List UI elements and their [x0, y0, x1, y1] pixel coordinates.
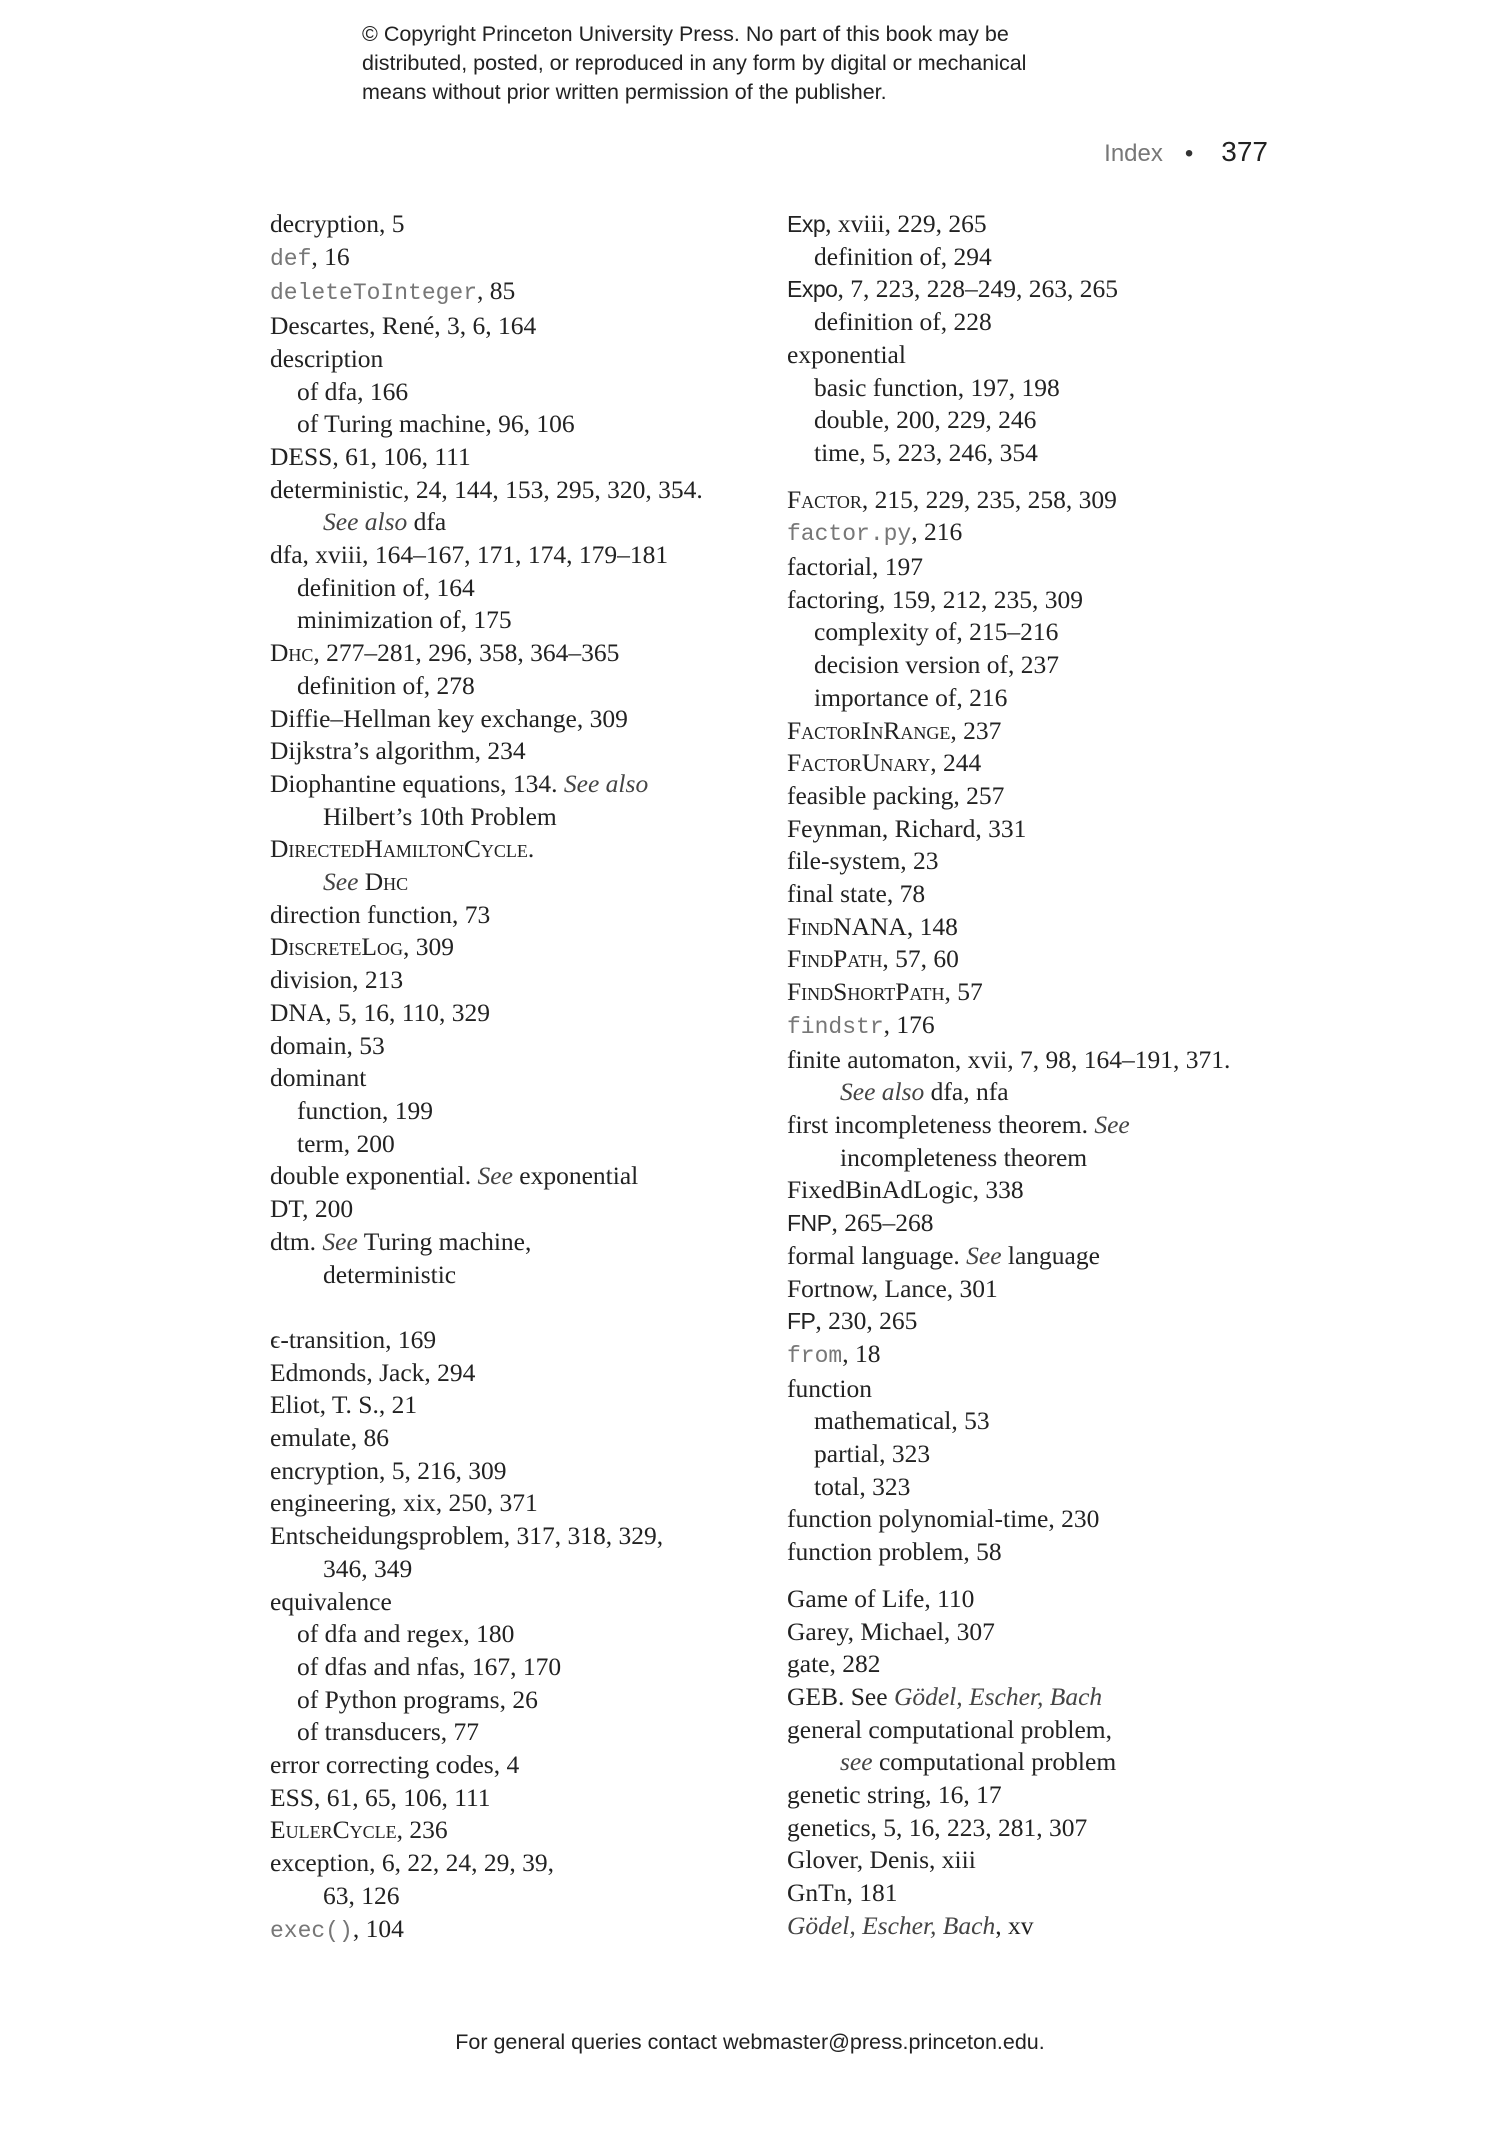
entry-text: dtm.: [270, 1226, 323, 1256]
cross-reference-text: See also: [840, 1077, 925, 1107]
spacer: [270, 1291, 770, 1324]
index-entry: [787, 1812, 1307, 1845]
entry-text: Feynman, Richard, 331: [787, 813, 1027, 843]
entry-text: DESS, 61, 106, 111: [270, 441, 471, 471]
index-subentry: [270, 1095, 770, 1128]
index-entry: [787, 1503, 1307, 1536]
index-entry: [270, 997, 770, 1030]
entry-text: Fortnow, Lance, 301: [787, 1273, 998, 1303]
entry-text: DT, 200: [270, 1194, 354, 1224]
entry-text: Dijkstra’s algorithm, 234: [270, 736, 526, 766]
entry-text: FNP: [787, 1210, 832, 1237]
entry-text: GEB. See: [787, 1681, 894, 1711]
entry-text: decryption, 5: [270, 209, 405, 238]
entry-text: first incompleteness theorem.: [787, 1109, 1095, 1139]
entry-text: division, 213: [270, 965, 404, 995]
copyright-notice: [362, 20, 1026, 107]
entry-text: exception, 6, 22, 24, 29, 39,: [270, 1848, 554, 1878]
entry-text: , 230, 265: [815, 1306, 918, 1336]
entry-text: genetics, 5, 16, 223, 281, 307: [787, 1812, 1088, 1842]
entry-text: Exp: [787, 211, 826, 237]
entry-text: exponential: [512, 1161, 639, 1191]
index-entry: [787, 780, 1307, 813]
index-entry: [787, 484, 1307, 517]
entry-text: dfa: [407, 507, 447, 537]
index-continuation: [787, 1076, 1307, 1109]
entry-text: GnTn, 181: [787, 1878, 898, 1908]
entry-text: of dfas and nfas, 167, 170: [297, 1651, 562, 1681]
index-entry: [270, 275, 770, 310]
index-entry: [787, 1844, 1307, 1877]
index-entry: [270, 474, 770, 507]
entry-text: , 277–281, 296, 358, 364–365: [313, 638, 620, 668]
footer-contact: For general queries contact webmaster@press.princeton.edu.: [455, 2030, 1045, 2054]
index-column-right: [787, 208, 1307, 1943]
index-entry: [270, 1357, 770, 1390]
entry-text: minimization of, 175: [297, 605, 512, 635]
entry-text: , 176: [883, 1009, 935, 1039]
entry-text: EulerCycle: [270, 1815, 397, 1845]
index-entry: [787, 551, 1307, 584]
index-entry: [270, 1062, 770, 1095]
entry-text: complexity of, 215–216: [814, 617, 1059, 647]
entry-text: , 85: [477, 276, 516, 306]
entry-text: file-system, 23: [787, 846, 939, 876]
entry-text: time, 5, 223, 246, 354: [814, 437, 1038, 467]
index-subentry: [270, 1684, 770, 1717]
index-entry: [787, 1207, 1307, 1240]
index-subentry: [270, 1128, 770, 1161]
entry-text: Turing machine,: [357, 1226, 532, 1256]
entry-text: from: [787, 1342, 843, 1369]
index-continuation: [270, 506, 770, 539]
entry-text: findstr: [787, 1013, 884, 1040]
entry-text: dominant: [270, 1063, 367, 1093]
entry-text: function: [787, 1373, 872, 1403]
index-entry: [787, 813, 1307, 846]
index-entry: [787, 584, 1307, 617]
index-entry: [270, 768, 770, 801]
index-entry: [787, 1910, 1307, 1943]
index-entry: [787, 1616, 1307, 1649]
entry-text: FindNANA: [787, 911, 907, 941]
index-entry: [270, 310, 770, 343]
entry-text: language: [1001, 1240, 1100, 1270]
index-entry: [270, 964, 770, 997]
index-entry: [787, 1174, 1307, 1207]
index-column-left: [270, 208, 770, 1947]
entry-text: incompleteness theorem: [840, 1142, 1088, 1172]
index-entry: [787, 1373, 1307, 1406]
entry-text: genetic string, 16, 17: [787, 1780, 1002, 1810]
index-continuation: [270, 801, 770, 834]
index-entry: [270, 1814, 770, 1847]
entry-text: Glover, Denis, xiii: [787, 1845, 976, 1875]
index-entry: [270, 637, 770, 670]
spacer: [787, 470, 1307, 484]
entry-text: factor.py: [787, 521, 912, 548]
entry-text: , 16: [311, 241, 350, 271]
index-entry: [270, 703, 770, 736]
index-subentry: [270, 1618, 770, 1651]
index-subentry: [787, 616, 1307, 649]
index-subentry: [270, 604, 770, 637]
entry-text: Game of Life, 110: [787, 1583, 975, 1613]
entry-text: , 18: [842, 1338, 881, 1368]
entry-text: , 57, 60: [882, 944, 959, 974]
entry-text: Factor: [787, 484, 862, 514]
index-entry: [787, 339, 1307, 372]
index-continuation: [270, 1553, 770, 1586]
entry-text: Descartes, René, 3, 6, 164: [270, 311, 537, 341]
entry-text: .: [527, 834, 535, 864]
index-entry: [787, 1338, 1307, 1373]
section-title: Index: [1104, 140, 1163, 167]
index-subentry: [270, 572, 770, 605]
index-subentry: [787, 241, 1307, 274]
entry-text: equivalence: [270, 1586, 392, 1616]
entry-text: definition of, 164: [297, 572, 475, 602]
entry-text: , xv: [995, 1910, 1034, 1940]
page-number: 377: [1221, 136, 1268, 167]
entry-text: Hilbert’s 10th Problem: [323, 801, 557, 831]
index-entry: [270, 1160, 770, 1193]
copyright-line: means without prior written permission of the publisher.: [362, 80, 887, 104]
index-entry: [787, 715, 1307, 748]
entry-text: decision version of, 237: [814, 650, 1060, 680]
entry-text: 346, 349: [323, 1553, 413, 1583]
entry-text: factoring, 159, 212, 235, 309: [787, 584, 1084, 614]
entry-text: of transducers, 77: [297, 1717, 479, 1747]
index-subentry: [270, 670, 770, 703]
index-subentry: [787, 682, 1307, 715]
index-entry: [787, 1648, 1307, 1681]
entry-text: FindShortPath: [787, 977, 945, 1007]
cross-reference-text: See: [477, 1161, 513, 1191]
index-entry: [787, 1536, 1307, 1569]
entry-text: of dfa, 166: [297, 376, 409, 406]
entry-text: , 309: [403, 932, 454, 962]
index-entry: [270, 833, 770, 866]
entry-text: Diophantine equations, 134.: [270, 768, 564, 798]
index-entry: [787, 943, 1307, 976]
entry-text: dfa, nfa: [924, 1077, 1009, 1107]
entry-text: final state, 78: [787, 879, 926, 909]
entry-text: , 57: [944, 977, 983, 1007]
index-subentry: [787, 1471, 1307, 1504]
entry-text: Garey, Michael, 307: [787, 1616, 995, 1646]
index-entry: [787, 1009, 1307, 1044]
index-entry: [787, 273, 1307, 306]
entry-text: , 148: [906, 911, 958, 941]
index-entry: [270, 1324, 770, 1357]
entry-text: DNA, 5, 16, 110, 329: [270, 997, 491, 1027]
index-subentry: [787, 1438, 1307, 1471]
index-entry: [270, 1749, 770, 1782]
index-subentry: [787, 437, 1307, 470]
index-subentry: [787, 306, 1307, 339]
index-continuation: [787, 1142, 1307, 1175]
index-entry: [270, 1520, 770, 1553]
index-entry: [270, 241, 770, 276]
entry-text: exponential: [787, 339, 906, 369]
index-continuation: [270, 866, 770, 899]
index-entry: [270, 1913, 770, 1948]
entry-text: deleteToInteger: [270, 280, 478, 307]
index-entry: [787, 208, 1307, 241]
entry-text: , 237: [950, 715, 1002, 745]
cross-reference-text: See: [323, 867, 359, 897]
entry-text: Dhc: [364, 867, 409, 897]
entry-text: error correcting codes, 4: [270, 1750, 520, 1780]
entry-text: description: [270, 343, 384, 373]
index-entry: [270, 1422, 770, 1455]
entry-text: direction function, 73: [270, 899, 491, 929]
entry-text: , 236: [396, 1815, 448, 1845]
entry-text: dfa, xviii, 164–167, 171, 174, 179–181: [270, 540, 669, 570]
cross-reference-text: Gödel, Escher, Bach: [893, 1681, 1103, 1711]
cross-reference-text: see: [840, 1747, 873, 1777]
index-entry: [787, 976, 1307, 1009]
index-subentry: [270, 408, 770, 441]
entry-text: definition of, 228: [814, 307, 992, 337]
entry-text: feasible packing, 257: [787, 780, 1005, 810]
entry-text: exec(): [270, 1917, 353, 1944]
entry-text: emulate, 86: [270, 1423, 389, 1452]
entry-text: of Turing machine, 96, 106: [297, 409, 575, 439]
index-continuation: [270, 1259, 770, 1292]
entry-text: function polynomial-time, 230: [787, 1504, 1100, 1534]
entry-text: definition of, 278: [297, 670, 475, 700]
entry-text: FP: [787, 1308, 816, 1335]
entry-text: DirectedHamiltonCycle: [270, 834, 528, 864]
copyright-line: © Copyright Princeton University Press. No part of this book may be: [362, 22, 1009, 46]
index-subentry: [787, 372, 1307, 405]
entry-text: importance of, 216: [814, 682, 1008, 712]
index-entry: [787, 845, 1307, 878]
index-subentry: [787, 1405, 1307, 1438]
index-entry: [270, 1193, 770, 1226]
index-entry: [270, 208, 770, 241]
entry-text: finite automaton, xvii, 7, 98, 164–191, 371.: [787, 1044, 1231, 1074]
entry-text: term, 200: [297, 1128, 395, 1158]
entry-text: FactorInRange: [787, 715, 951, 745]
index-entry: [270, 343, 770, 376]
entry-text: of dfa and regex, 180: [297, 1619, 515, 1649]
entry-text: FactorUnary: [787, 748, 931, 778]
entry-text: deterministic, 24, 144, 153, 295, 320, 354.: [270, 474, 703, 504]
entry-text: engineering, xix, 250, 371: [270, 1488, 538, 1518]
index-entry: [270, 1226, 770, 1259]
index-subentry: [787, 404, 1307, 437]
entry-text: function, 199: [297, 1095, 433, 1125]
index-entry: [270, 1847, 770, 1880]
cross-reference-text: See also: [323, 507, 408, 537]
entry-text: general computational problem,: [787, 1714, 1113, 1744]
spacer: [787, 1569, 1307, 1583]
cross-reference-text: See: [322, 1226, 358, 1256]
entry-text: function problem, 58: [787, 1537, 1002, 1567]
index-subentry: [787, 649, 1307, 682]
index-entry: [787, 1877, 1307, 1910]
entry-text: definition of, 294: [814, 241, 992, 271]
cross-reference-text: See: [966, 1240, 1002, 1270]
bullet-separator: •: [1184, 140, 1194, 167]
index-entry: [270, 1586, 770, 1619]
entry-text: gate, 282: [787, 1649, 881, 1679]
entry-text: basic function, 197, 198: [814, 372, 1060, 402]
entry-text: encryption, 5, 216, 309: [270, 1455, 507, 1485]
entry-text: Dhc: [270, 638, 314, 668]
index-entry: [270, 1487, 770, 1520]
entry-text: , 104: [352, 1913, 404, 1943]
entry-text: partial, 323: [814, 1439, 931, 1469]
index-entry: [270, 1389, 770, 1422]
entry-text: Diffie–Hellman key exchange, 309: [270, 703, 628, 733]
entry-text: Expo: [787, 276, 838, 303]
entry-text: , 265–268: [831, 1208, 934, 1238]
entry-text: formal language.: [787, 1240, 967, 1270]
entry-text: 63, 126: [323, 1880, 400, 1910]
entry-text: , 215, 229, 235, 258, 309: [861, 484, 1117, 514]
entry-text: factorial, 197: [787, 552, 923, 582]
index-entry: [270, 735, 770, 768]
entry-text: , 7, 223, 228–249, 263, 265: [837, 274, 1118, 304]
cross-reference-text: See: [1094, 1109, 1130, 1139]
index-entry: [270, 441, 770, 474]
entry-text: deterministic: [323, 1259, 457, 1289]
index-entry: [787, 1583, 1307, 1616]
entry-text: def: [270, 245, 312, 272]
entry-text: ESS, 61, 65, 106, 111: [270, 1782, 491, 1812]
index-entry: [787, 1044, 1307, 1077]
cross-reference-text: Gödel, Escher, Bach: [787, 1910, 996, 1940]
index-entry: [270, 931, 770, 964]
entry-text: FixedBinAdLogic, 338: [787, 1175, 1024, 1205]
entry-text: double, 200, 229, 246: [814, 405, 1037, 435]
cross-reference-text: See also: [563, 768, 649, 798]
entry-text: ϵ-transition, 169: [270, 1324, 437, 1354]
index-entry: [270, 1455, 770, 1488]
index-subentry: [270, 1651, 770, 1684]
index-entry: [787, 878, 1307, 911]
index-entry: [270, 539, 770, 572]
index-entry: [270, 1782, 770, 1815]
index-continuation: [270, 1880, 770, 1913]
index-entry: [787, 1240, 1307, 1273]
entry-text: double exponential.: [270, 1161, 478, 1191]
index-entry: [787, 747, 1307, 780]
index-entry: [787, 1305, 1307, 1338]
index-subentry: [270, 1716, 770, 1749]
entry-text: Eliot, T. S., 21: [270, 1390, 418, 1420]
index-entry: [787, 1779, 1307, 1812]
entry-text: of Python programs, 26: [297, 1684, 538, 1714]
entry-text: Entscheidungsproblem, 317, 318, 329,: [270, 1521, 664, 1551]
index-entry: [787, 911, 1307, 944]
copyright-line: distributed, posted, or reproduced in any form by digital or mechanical: [362, 51, 1027, 75]
entry-text: domain, 53: [270, 1030, 385, 1060]
entry-text: mathematical, 53: [814, 1406, 990, 1436]
index-continuation: [787, 1746, 1307, 1779]
index-subentry: [270, 376, 770, 409]
entry-text: , xviii, 229, 265: [825, 209, 987, 238]
entry-text: Edmonds, Jack, 294: [270, 1357, 476, 1387]
entry-text: , 216: [911, 517, 963, 547]
entry-text: DiscreteLog: [270, 932, 403, 962]
index-entry: [270, 1030, 770, 1063]
index-entry: [270, 899, 770, 932]
index-entry: [787, 1273, 1307, 1306]
index-entry: [787, 1109, 1307, 1142]
running-head: [1104, 136, 1268, 168]
index-entry: [787, 1714, 1307, 1747]
index-entry: [787, 1681, 1307, 1714]
index-entry: [787, 516, 1307, 551]
entry-text: total, 323: [814, 1471, 911, 1501]
entry-text: FindPath: [787, 944, 883, 974]
entry-text: computational problem: [872, 1747, 1117, 1777]
entry-text: , 244: [930, 748, 982, 778]
